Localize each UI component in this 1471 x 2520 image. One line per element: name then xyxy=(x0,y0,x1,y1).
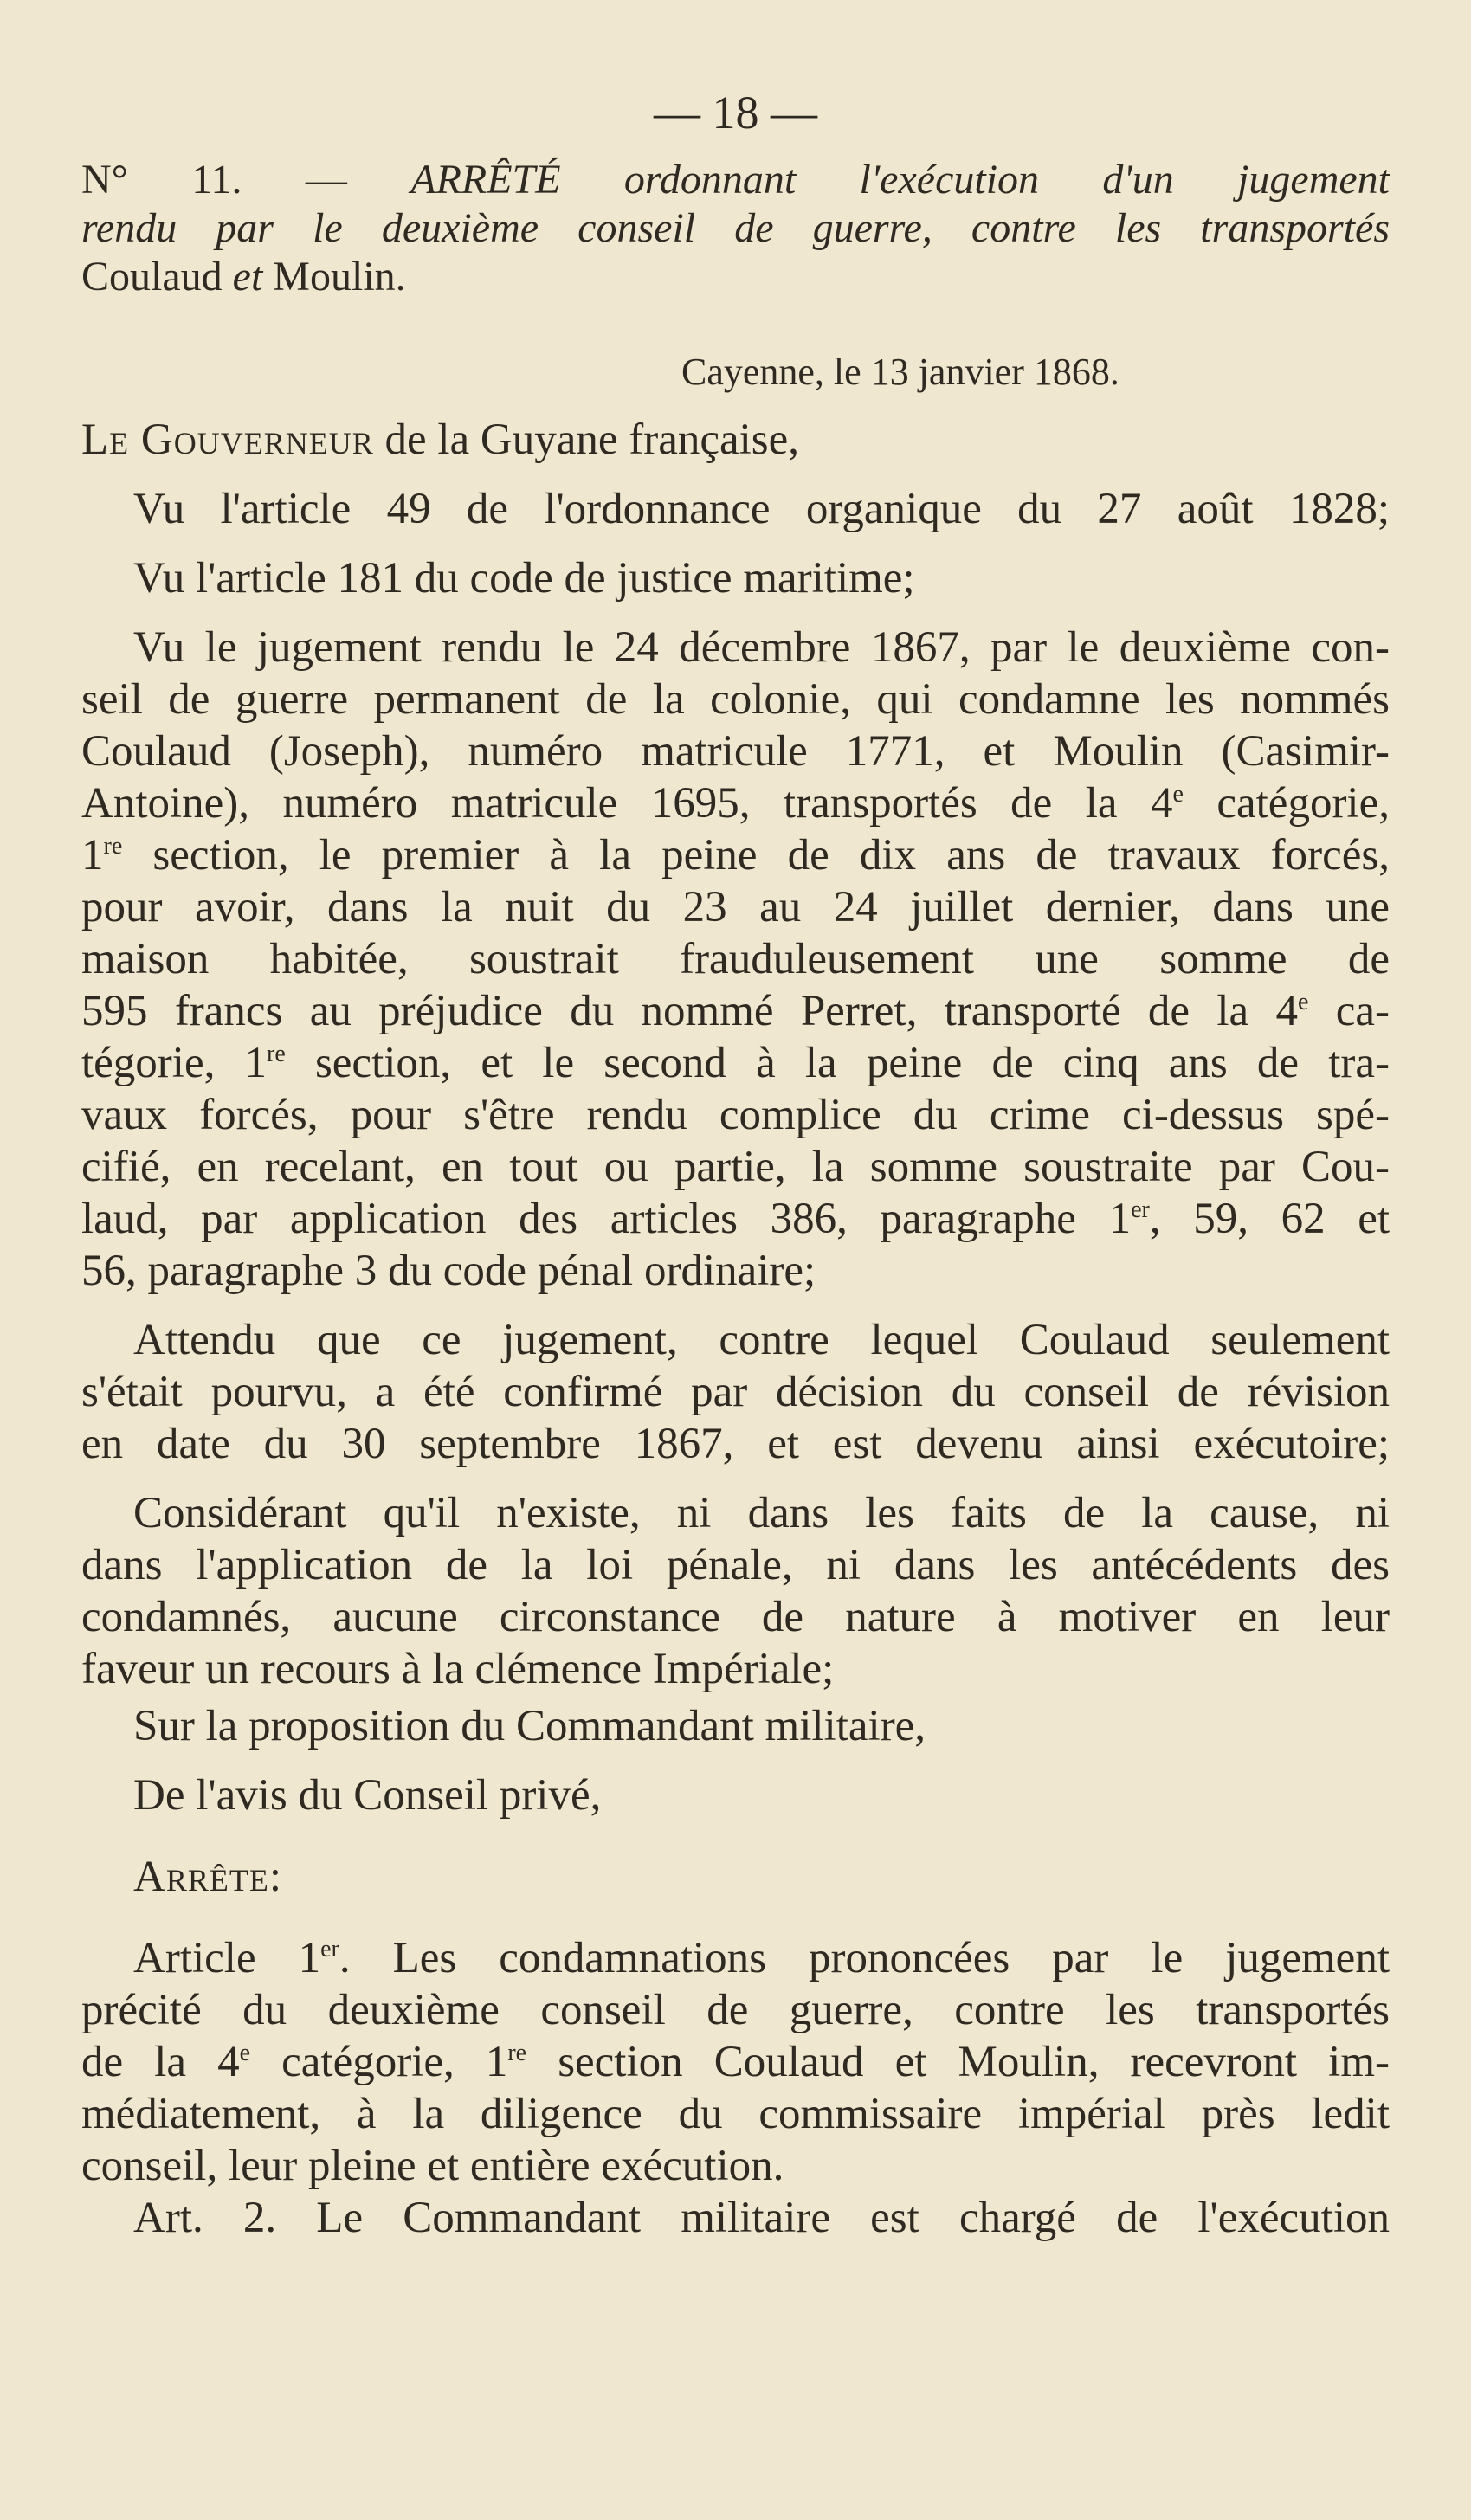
heading-line-1: N° 11. — ARRÊTÉ ordonnant l'exécution d'un jugement xyxy=(81,157,1390,203)
heading-line-3: Coulaud et Moulin. xyxy=(81,254,406,300)
article-2-line: Art. 2. Le Commandant militaire est chargé de l'exécution xyxy=(133,2194,1390,2242)
vu-jugement-paragraph: Vu le jugement rendu le 24 décembre 1867, par le deuxième con- seil de guerre permanent de la colonie, qui condamne les nommés Coulaud (Joseph), numéro matricule 1771, et Moulin (Casimir- Antoine), numéro matricule 1695, transportés de la 4e catégorie, 1re section, le premier à la peine de dix ans de travaux forcés, pour avoir, dans la nuit du 23 au 24 juillet dernier, dans une maison habitée, soustrait frauduleusement une somme de 595 francs au préjudice du nommé Perret, transporté de la 4e ca- tégorie, 1re section, et le second à la peine de cinq ans de tra- vaux forcés, pour s'être rendu complice du crime ci-dessus spé- cifié, en recelant, en tout ou partie, la somme soustraite par Cou- laud, par application des articles 386, paragraphe 1er, 59, 62 et 56, paragraphe 3 du code pénal ordinaire; xyxy=(81,623,1390,1295)
article-1-paragraph: Article 1er. Les condamnations prononcées par le jugement précité du deuxième conseil de guerre, contre les transportés de la 4e catégorie, 1re section Coulaud et Moulin, recevront im- médiatement, à la diligence du commissaire impérial près ledit conseil, leur pleine et entière exécution. xyxy=(81,1934,1390,2190)
considerant-paragraph: Considérant qu'il n'existe, ni dans les faits de la cause, ni dans l'application de la loi pénale, ni dans les antécédents des condamnés, aucune circonstance de nature à motiver en leur faveur un recours à la clémence Impériale; xyxy=(81,1489,1390,1693)
avis-line: De l'avis du Conseil privé, xyxy=(133,1771,602,1820)
decree-number: N° 11. xyxy=(81,157,242,203)
decree-title-part-1: ARRÊTÉ ordonnant l'exécution d'un jugement xyxy=(410,157,1390,203)
governor-title: Le Gouverneur xyxy=(81,416,374,464)
vu-article-49: Vu l'article 49 de l'ordonnance organique du 27 août 1828; xyxy=(133,485,1390,533)
attendu-paragraph: Attendu que ce jugement, contre lequel Coulaud seulement s'était pourvu, a été confirmé par décision du conseil de révision en date du 30 septembre 1867, et est devenu ainsi exécutoire; xyxy=(81,1316,1390,1468)
proposition-line: Sur la proposition du Commandant militaire, xyxy=(133,1702,926,1750)
governor-line: Le Gouverneur de la Guyane française, xyxy=(81,416,800,464)
decree-heading xyxy=(81,156,1390,301)
dateline: Cayenne, le 13 janvier 1868. xyxy=(681,351,1119,393)
vu-article-181: Vu l'article 181 du code de justice maritime; xyxy=(133,554,915,603)
page-number: — 18 — xyxy=(654,87,817,139)
arrete-heading: Arrête: xyxy=(133,1853,282,1901)
heading-line-2: rendu par le deuxième conseil de guerre, contre les transportés xyxy=(81,205,1390,251)
